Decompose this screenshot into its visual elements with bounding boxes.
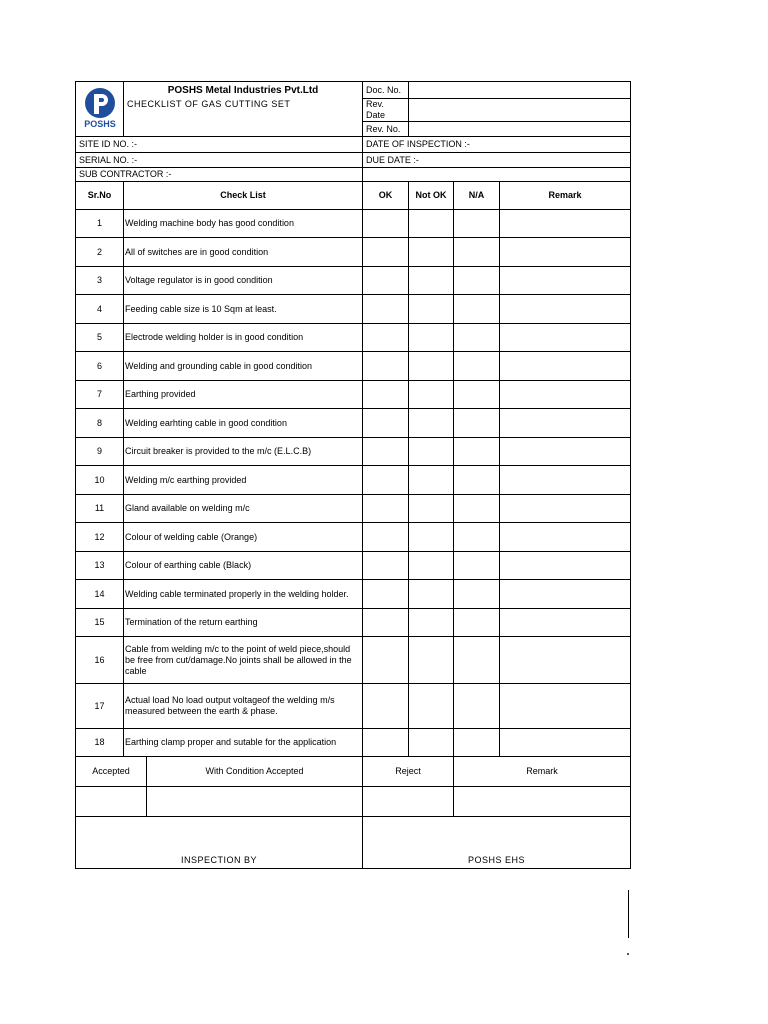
item-text: Termination of the return earthing [124,609,363,637]
item-number: 17 [76,684,124,729]
na-cell[interactable] [454,324,500,352]
ok-cell[interactable] [363,466,409,495]
remark-cell[interactable] [500,238,631,267]
item-number: 10 [76,466,124,495]
checklist-row [76,729,631,757]
not-ok-cell[interactable] [409,210,454,238]
logo-text: POSHS [83,118,116,129]
na-cell[interactable] [454,552,500,580]
item-text: Actual load No load output voltageof the welding m/s measured between the earth & phase. [124,684,363,729]
not-ok-cell[interactable] [409,580,454,609]
item-text: Gland available on welding m/c [124,495,363,523]
inspection-by-signature[interactable]: INSPECTION BY [76,817,363,869]
checklist-row [76,609,631,637]
item-number: 8 [76,409,124,438]
remark-cell[interactable] [500,324,631,352]
checklist-table [75,81,631,869]
not-ok-cell[interactable] [409,684,454,729]
item-text: All of switches are in good condition [124,238,363,267]
ok-cell[interactable] [363,409,409,438]
remark-cell[interactable] [500,729,631,757]
meta-label-rev-date: Rev. Date [363,99,409,122]
not-ok-cell[interactable] [409,324,454,352]
not-ok-cell[interactable] [409,295,454,324]
column-header-sr-no: Sr.No [76,182,124,210]
item-number: 14 [76,580,124,609]
not-ok-cell[interactable] [409,409,454,438]
na-cell[interactable] [454,238,500,267]
date-of-inspection-field: DATE OF INSPECTION :- [363,137,631,153]
na-cell[interactable] [454,381,500,409]
na-cell[interactable] [454,438,500,466]
not-ok-cell[interactable] [409,466,454,495]
sub-contractor-field: SUB CONTRACTOR :- [76,168,363,182]
remark-cell[interactable] [500,684,631,729]
item-number: 12 [76,523,124,552]
meta-value-doc-no [409,82,631,99]
ok-cell[interactable] [363,438,409,466]
na-cell[interactable] [454,267,500,295]
meta-label-doc-no: Doc. No. [363,82,409,99]
item-number: 2 [76,238,124,267]
remark-cell[interactable] [500,552,631,580]
item-number: 6 [76,352,124,381]
na-cell[interactable] [454,523,500,552]
checklist-row [76,466,631,495]
item-text: Circuit breaker is provided to the m/c (E.L.C.B) [124,438,363,466]
accepted-cell[interactable] [76,787,147,817]
item-text: Welding earhting cable in good condition [124,409,363,438]
ok-cell[interactable] [363,495,409,523]
remark-cell[interactable] [500,523,631,552]
checklist-row [76,267,631,295]
item-text: Earthing clamp proper and sutable for the application [124,729,363,757]
ok-cell[interactable] [363,580,409,609]
reject-cell[interactable] [363,787,454,817]
na-cell[interactable] [454,580,500,609]
not-ok-cell[interactable] [409,238,454,267]
remark-cell[interactable] [500,466,631,495]
ok-cell[interactable] [363,637,409,684]
column-header-na: N/A [454,182,500,210]
na-cell[interactable] [454,495,500,523]
remark-cell[interactable] [500,381,631,409]
item-number: 5 [76,324,124,352]
checklist-row [76,637,631,684]
column-header-check-list: Check List [124,182,363,210]
item-text: Electrode welding holder is in good condition [124,324,363,352]
column-header-ok: OK [363,182,409,210]
remark-cell[interactable] [500,267,631,295]
checklist-row [76,381,631,409]
item-text: Colour of welding cable (Orange) [124,523,363,552]
item-number: 9 [76,438,124,466]
ok-cell[interactable] [363,238,409,267]
not-ok-cell[interactable] [409,352,454,381]
item-text: Welding m/c earthing provided [124,466,363,495]
accepted-label: Accepted [76,757,147,787]
remark-cell[interactable] [500,295,631,324]
remark-cell[interactable] [500,438,631,466]
ok-cell[interactable] [363,267,409,295]
item-text: Welding and grounding cable in good condition [124,352,363,381]
na-cell[interactable] [454,637,500,684]
with-condition-accepted-cell[interactable] [147,787,363,817]
serial-no-field: SERIAL NO. :- [76,153,363,168]
item-number: 7 [76,381,124,409]
na-cell[interactable] [454,466,500,495]
page-edge-dot [627,953,629,955]
meta-value-rev-date [409,99,631,122]
column-header-not-ok: Not OK [409,182,454,210]
na-cell[interactable] [454,210,500,238]
na-cell[interactable] [454,609,500,637]
checklist-row [76,580,631,609]
not-ok-cell[interactable] [409,609,454,637]
checklist-row [76,684,631,729]
checklist-sheet [75,81,630,869]
item-text: Feeding cable size is 10 Sqm at least. [124,295,363,324]
ok-cell[interactable] [363,552,409,580]
posh-logo [78,86,122,130]
item-text: Voltage regulator is in good condition [124,267,363,295]
item-text: Cable from welding m/c to the point of weld piece,should be free from cut/damage.No joints shall be allowed in the cable [124,637,363,684]
checklist-row [76,523,631,552]
meta-value-rev-no [409,122,631,137]
due-date-field: DUE DATE :- [363,153,631,168]
na-cell[interactable] [454,684,500,729]
posh-ehs-signature[interactable]: POSHS EHS [363,817,631,869]
not-ok-cell[interactable] [409,495,454,523]
na-cell[interactable] [454,295,500,324]
item-text: Welding machine body has good condition [124,210,363,238]
item-number: 4 [76,295,124,324]
item-number: 18 [76,729,124,757]
checklist-row [76,324,631,352]
ok-cell[interactable] [363,609,409,637]
checklist-row [76,552,631,580]
reject-label: Reject [363,757,454,787]
ok-cell[interactable] [363,324,409,352]
ok-cell[interactable] [363,295,409,324]
item-text: Welding cable terminated properly in the welding holder. [124,580,363,609]
na-cell[interactable] [454,409,500,438]
not-ok-cell[interactable] [409,438,454,466]
remark-cell[interactable] [500,409,631,438]
checklist-row [76,295,631,324]
ok-cell[interactable] [363,684,409,729]
ok-cell[interactable] [363,523,409,552]
ok-cell[interactable] [363,210,409,238]
item-text: Earthing provided [124,381,363,409]
not-ok-cell[interactable] [409,552,454,580]
checklist-row [76,352,631,381]
document-title: CHECKLIST OF GAS CUTTING SET [124,99,363,137]
company-name: POSHS Metal Industries Pvt.Ltd [124,82,363,99]
checklist-row [76,438,631,466]
na-cell[interactable] [454,729,500,757]
item-number: 1 [76,210,124,238]
item-number: 3 [76,267,124,295]
checklist-row [76,495,631,523]
sub-contractor-blank [363,168,631,182]
item-text: Colour of earthing cable (Black) [124,552,363,580]
remark-cell[interactable] [500,580,631,609]
item-number: 16 [76,637,124,684]
not-ok-cell[interactable] [409,637,454,684]
not-ok-cell[interactable] [409,267,454,295]
remark-cell[interactable] [500,637,631,684]
remark-cell[interactable] [500,495,631,523]
result-remark-cell[interactable] [454,787,631,817]
item-number: 11 [76,495,124,523]
site-id-field: SITE ID NO. :- [76,137,363,153]
remark-cell[interactable] [500,352,631,381]
not-ok-cell[interactable] [409,523,454,552]
na-cell[interactable] [454,352,500,381]
checklist-row [76,210,631,238]
not-ok-cell[interactable] [409,381,454,409]
ok-cell[interactable] [363,729,409,757]
with-condition-accepted-label: With Condition Accepted [147,757,363,787]
meta-label-rev-no: Rev. No. [363,122,409,137]
item-number: 15 [76,609,124,637]
item-number: 13 [76,552,124,580]
column-header-remark: Remark [500,182,631,210]
checklist-row [76,238,631,267]
remark-cell[interactable] [500,210,631,238]
result-remark-label: Remark [454,757,631,787]
ok-cell[interactable] [363,352,409,381]
page-edge-line [628,890,629,938]
logo-cell [76,82,124,137]
not-ok-cell[interactable] [409,729,454,757]
remark-cell[interactable] [500,609,631,637]
checklist-row [76,409,631,438]
ok-cell[interactable] [363,381,409,409]
